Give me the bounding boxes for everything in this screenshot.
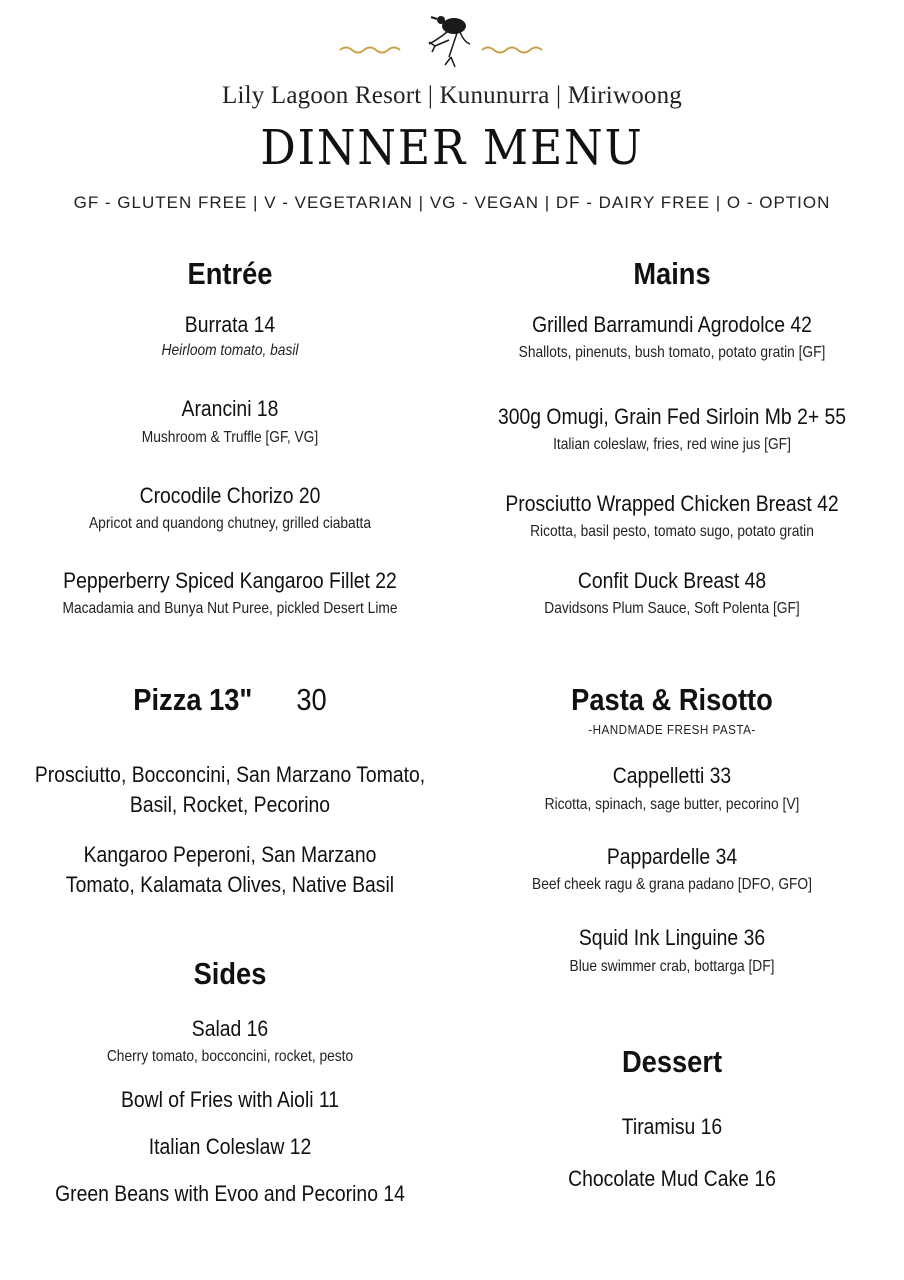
section-heading-entree: Entrée <box>187 256 273 291</box>
menu-item-desc: Cherry tomato, bocconcini, rocket, pesto <box>106 1048 354 1065</box>
menu-item-name: 300g Omugi, Grain Fed Sirloin Mb 2+ 55 <box>497 404 847 429</box>
pizza-item-line: Tomato, Kalamata Olives, Native Basil <box>65 872 395 897</box>
section-heading-pasta: Pasta & Risotto <box>571 682 773 717</box>
venue-name: Lily Lagoon Resort | Kununurra | Miriwoong <box>221 82 682 109</box>
menu-item-desc: Davidsons Plum Sauce, Soft Polenta [GF] <box>544 600 800 617</box>
dietary-legend: GF - GLUTEN FREE | V - VEGETARIAN | VG - VEGAN | DF - DAIRY FREE | O - OPTION <box>73 193 831 212</box>
menu-item-desc: Blue swimmer crab, bottarga [DF] <box>569 958 775 975</box>
menu-item-name: Chocolate Mud Cake 16 <box>568 1166 776 1191</box>
menu-item-name: Prosciutto Wrapped Chicken Breast 42 <box>505 491 839 516</box>
menu-item-name: Salad 16 <box>191 1016 269 1041</box>
menu-item-name: Crocodile Chorizo 20 <box>139 483 321 508</box>
menu-item-name: Burrata 14 <box>184 312 276 337</box>
menu-item-desc: Ricotta, basil pesto, tomato sugo, potato gratin <box>530 523 814 540</box>
menu-item-name: Green Beans with Evoo and Pecorino 14 <box>55 1181 405 1206</box>
menu-item-desc: Italian coleslaw, fries, red wine jus [GF] <box>553 436 791 453</box>
section-heading-mains: Mains <box>633 256 711 291</box>
menu-item-desc: Ricotta, spinach, sage butter, pecorino [V] <box>544 796 800 813</box>
menu-item-name: Cappelletti 33 <box>612 763 732 788</box>
menu-item-name: Grilled Barramundi Agrodolce 42 <box>532 312 812 337</box>
menu-item-name: Confit Duck Breast 48 <box>577 568 767 593</box>
menu-item-name: Squid Ink Linguine 36 <box>578 925 766 950</box>
menu-item-desc: Apricot and quandong chutney, grilled ciabatta <box>88 515 372 532</box>
menu-item-desc: Shallots, pinenuts, bush tomato, potato gratin [GF] <box>518 344 826 361</box>
menu-item-name: Pepperberry Spiced Kangaroo Fillet 22 <box>63 568 397 593</box>
menu-item-desc: Macadamia and Bunya Nut Puree, pickled Desert Lime <box>62 600 398 617</box>
pizza-heading-label: Pizza 13" <box>133 682 253 717</box>
pasta-note: -HANDMADE FRESH PASTA- <box>588 722 756 737</box>
menu-item-name: Bowl of Fries with Aioli 11 <box>120 1087 340 1112</box>
pizza-item-line: Basil, Rocket, Pecorino <box>129 792 331 817</box>
menu-item-name: Pappardelle 34 <box>606 844 738 869</box>
page-title: DINNER MENU <box>260 120 644 176</box>
menu-item-name: Italian Coleslaw 12 <box>148 1134 312 1159</box>
menu-item-desc: Heirloom tomato, basil <box>161 342 299 359</box>
section-heading-dessert: Dessert <box>621 1044 723 1079</box>
menu-item-desc: Mushroom & Truffle [GF, VG] <box>141 429 319 446</box>
pizza-item-line: Kangaroo Peperoni, San Marzano <box>83 842 377 867</box>
right-column <box>440 0 904 1280</box>
section-heading-sides: Sides <box>193 956 267 991</box>
pizza-item-line: Prosciutto, Bocconcini, San Marzano Tomato, <box>34 762 426 787</box>
section-heading-pizza <box>28 682 433 718</box>
menu-item-desc: Beef cheek ragu & grana padano [DFO, GFO] <box>532 876 812 893</box>
pizza-price: 30 <box>296 682 327 717</box>
menu-item-name: Arancini 18 <box>181 396 279 421</box>
menu-item-name: Tiramisu 16 <box>621 1114 723 1139</box>
